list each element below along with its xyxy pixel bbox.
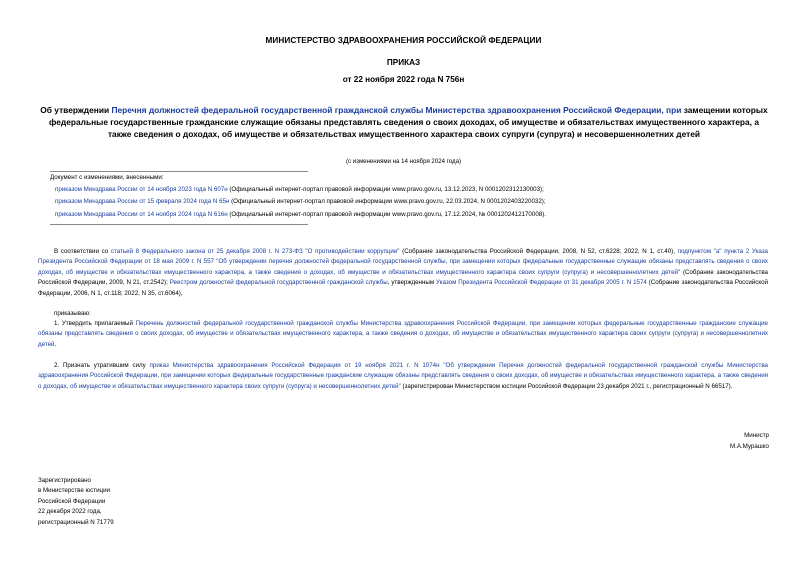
change-item [50, 209, 770, 221]
preamble-text: (Собрание законодательства Российской Федерации, 2008, N 52, ст.6228; 2022, N 1, ст.40), [399, 248, 678, 255]
clause-text: 2. Признать утратившим силу [54, 362, 150, 369]
clause-1 [38, 319, 768, 350]
approved-list-link[interactable]: Перечень должностей федеральной государственной гражданской службы Министерства здравоохранения Российской Федерации, при замещении которых федеральные государственные гражданские служащие обязаны представлять сведения о своих доходах, об имуществе и обязательствах имущественного характера, а также сведения о доходах, об имуществе и обязательствах имущественного характера своих супруги (супруга) и несовершеннолетних детей [38, 320, 768, 348]
change-item [50, 184, 770, 196]
decree-1574-link[interactable]: Указом Президента Российской Федерации от 31 декабря 2005 г. N 1574 [436, 279, 647, 287]
registration-line: Российской Федерации [38, 497, 106, 505]
order-word: приказываю: [54, 310, 91, 317]
clause-text: . [54, 340, 57, 348]
preamble-text: , утвержденным [387, 279, 436, 287]
doc-type-heading: ПРИКАЗ [386, 58, 421, 67]
clause-text: (зарегистрирован Министерством юстиции Российской Федерации 23 декабря 2021 г., регистрационный N 66517). [400, 382, 733, 390]
preamble-paragraph [38, 247, 768, 299]
preamble-text: (Собрание законодательства Российской Федерации, 2009, N 21, ст.2542); [38, 268, 768, 287]
title-prefix: Об утверждении [40, 105, 112, 115]
registration-line: в Министерстве юстиции [38, 487, 111, 495]
preamble-text: В соответствии со [54, 248, 111, 255]
clause-text: 1. Утвердить прилагаемый [54, 320, 136, 327]
decree-557-link[interactable]: подпунктом "а" пункта 2 Указа Президента Российской Федерации от 18 мая 2009 г. N 557 "Об утверждении перечня должностей федеральной государственной службы, при замещении которых федеральные государственные служащие обязаны представлять сведения о своих доходах, об имуществе и обязательствах имущественного характера, а также сведения о доходах, об имуществе и обязательствах имущественного характера своих супруги (супруга) и несовершеннолетних детей" [38, 248, 768, 276]
ministry-heading: МИНИСТЕРСТВО ЗДРАВООХРАНЕНИЯ РОССИЙСКОЙ ФЕДЕРАЦИИ [265, 36, 542, 45]
signature-block [730, 431, 769, 452]
registration-line: 22 декабря 2022 года, [38, 508, 102, 516]
signatory-name: М.А.Мурашко [729, 442, 769, 450]
change-item-link[interactable]: приказом Минздрава России от 14 ноября 2023 года N 607н [55, 186, 228, 194]
title-rest: замещении которых федеральные государственные гражданские служащие обязаны представлять сведения о своих доходах, об имуществе и обязательствах имущественного характера, а также сведения о доходах, об имуществе и обязательствах имущественного характера своих супруги (супруга) и несовершеннолетних детей [49, 105, 768, 139]
bottom-divider [50, 224, 308, 225]
change-item-text: (Официальный интернет-портал правовой информации www.pravo.gov.ru, 13.12.2023, N 0001202312130003); [227, 186, 544, 194]
registration-line: регистрационный N 71779 [38, 518, 114, 526]
signatory-position: Министр [744, 432, 769, 439]
change-item [50, 196, 770, 208]
doc-date-heading: от 22 ноября 2022 года N 756н [342, 75, 465, 84]
change-item-text: (Официальный интернет-портал правовой информации www.pravo.gov.ru, 22.03.2024, N 0001202403220032); [229, 198, 546, 206]
law-273-link[interactable]: статьей 8 Федерального закона от 25 декабря 2008 г. N 273-ФЗ "О противодействии коррупции" [110, 248, 400, 255]
revision-note: (с изменениями на 14 ноября 2024 года) [346, 158, 461, 165]
change-item-text: (Официальный интернет-портал правовой информации www.pravo.gov.ru, 17.12.2024, № 0001202412170008). [227, 210, 546, 218]
changes-block [50, 172, 770, 221]
registration-block [38, 476, 114, 528]
document-title [38, 105, 770, 140]
preamble-text: (Собрание законодательства Российской Федерации, 2006, N 1, ст.118; 2022, N 35, ст.6064), [38, 279, 768, 297]
order-1074n-link[interactable]: приказ Министерства здравоохранения Российской Федерации от 19 ноября 2021 г. N 1074н "Об утверждении Перечня должностей федеральной государственной гражданской службы Министерства здравоохранения Российской Федерации, при замещении которых федеральные государственные гражданские служащие обязаны представлять сведения о своих доходах, об имуществе и обязательствах имущественного характера, а также сведения о доходах, об имуществе и обязательствах имущественного характера своих супруги (супруга) и несовершеннолетних детей" [38, 362, 768, 390]
title-link[interactable]: Перечня должностей федеральной государственной гражданской службы Министерства здравоохранения Российской Федерации, при [111, 105, 682, 115]
changes-intro: Документ с изменениями, внесенными: [50, 174, 164, 181]
change-item-link[interactable]: приказом Минздрава России от 14 ноября 2024 года N 616н [55, 210, 228, 218]
registry-link[interactable]: Реестром должностей федеральной государственной гражданской службы [169, 279, 388, 287]
change-item-link[interactable]: приказом Минздрава России от 15 февраля 2024 года N 65н [55, 198, 230, 206]
registration-line: Зарегистрировано [38, 477, 91, 484]
clause-2 [38, 361, 768, 392]
